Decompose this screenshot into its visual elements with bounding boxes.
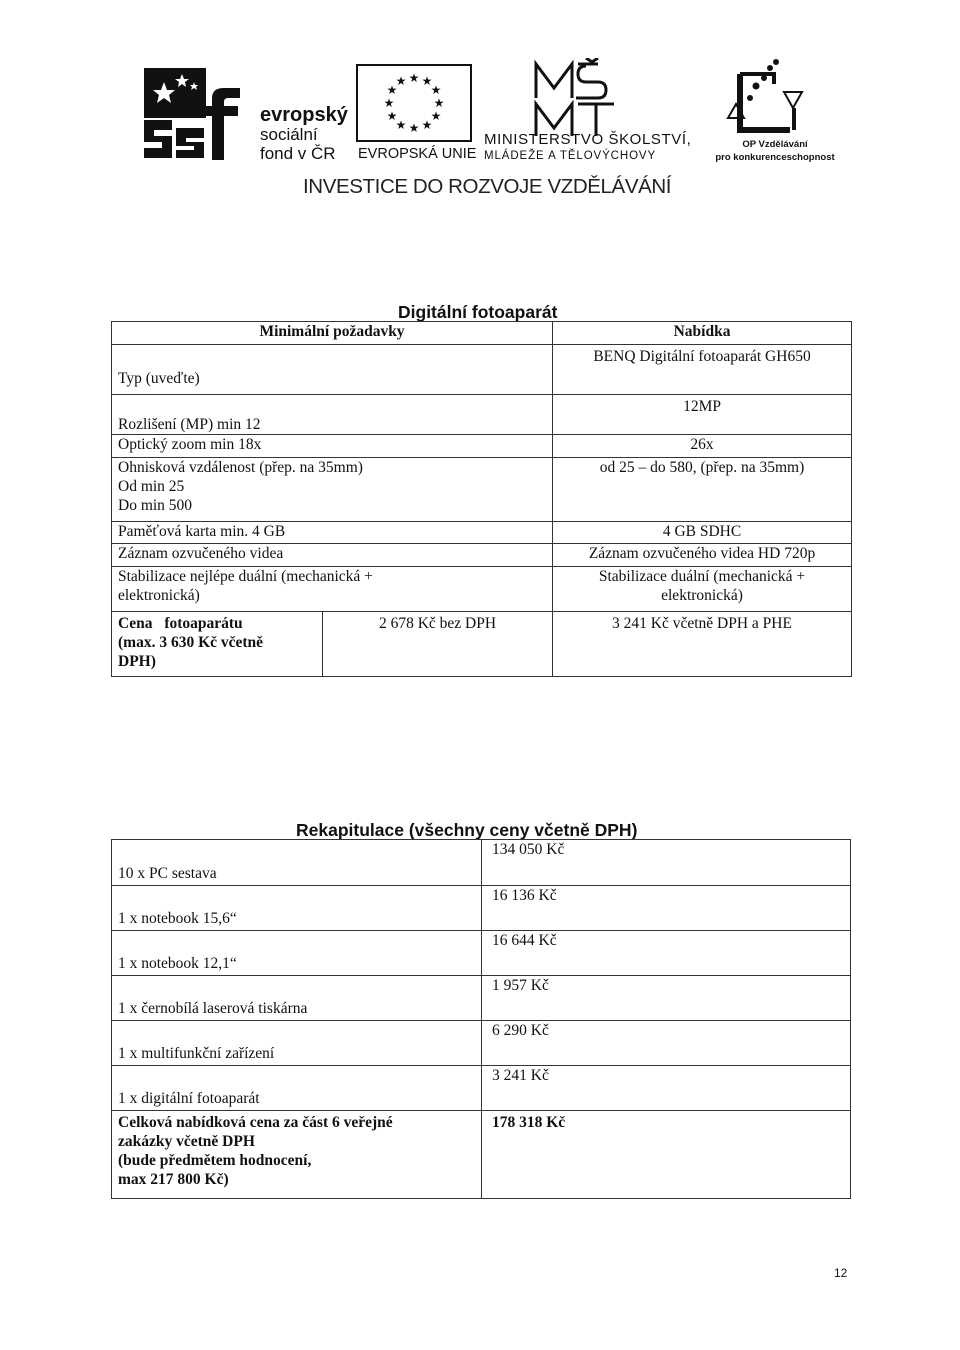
summary-price: 3 241 Kč xyxy=(482,1066,851,1111)
total-label-line-3: (bude předmětem hodnocení, xyxy=(118,1152,312,1169)
offer-type: BENQ Digitální fotoaparát GH650 xyxy=(553,345,852,395)
req-focal-line-2: Od min 25 xyxy=(118,478,185,495)
msmt-line-1: MINISTERSTVO ŠKOLSTVÍ, xyxy=(484,131,692,148)
total-label-line-2: zakázky včetně DPH xyxy=(118,1133,255,1150)
msmt-logo-text xyxy=(484,132,691,164)
summary-price: 16 136 Kč xyxy=(482,886,851,931)
offer-focal: od 25 – do 580, (přep. na 35mm) xyxy=(553,458,852,522)
summary-row xyxy=(112,1021,851,1066)
camera-row-zoom xyxy=(112,435,852,458)
price-label-line-2: (max. 3 630 Kč včetně xyxy=(118,634,264,651)
op-line-1: OP Vzdělávání xyxy=(742,139,808,150)
svg-text:★: ★ xyxy=(430,109,442,123)
summary-row xyxy=(112,1066,851,1111)
camera-row-stabilization xyxy=(112,567,852,612)
offer-stabilization xyxy=(553,567,852,612)
camera-row-type xyxy=(112,345,852,395)
page-number: 12 xyxy=(834,1266,848,1280)
summary-item: 1 x notebook 12,1“ xyxy=(112,931,482,976)
summary-price: 6 290 Kč xyxy=(482,1021,851,1066)
camera-table xyxy=(111,321,852,677)
offer-zoom: 26x xyxy=(553,435,852,458)
esf-logo-text xyxy=(260,106,348,163)
header-requirements: Minimální požadavky xyxy=(112,322,553,345)
camera-row-price xyxy=(112,612,852,677)
esf-line-1: evropský xyxy=(260,104,348,126)
req-stabilization-line-1: Stabilizace nejlépe duální (mechanická + xyxy=(118,568,373,585)
total-label-line-4: max 217 800 Kč) xyxy=(118,1171,229,1188)
svg-text:★: ★ xyxy=(421,118,433,132)
summary-total-row xyxy=(112,1111,851,1199)
svg-text:★: ★ xyxy=(433,96,445,110)
req-stabilization-line-2: elektronická) xyxy=(118,587,200,604)
req-resolution: Rozlišení (MP) min 12 xyxy=(112,395,553,435)
req-video: Záznam ozvučeného videa xyxy=(112,544,553,567)
summary-table xyxy=(111,839,851,1199)
summary-item: 1 x multifunkční zařízení xyxy=(112,1021,482,1066)
summary-item: 10 x PC sestava xyxy=(112,840,482,886)
req-memory: Paměťová karta min. 4 GB xyxy=(112,522,553,544)
esf-logo xyxy=(142,68,250,160)
summary-table-title: Rekapitulace (všechny ceny včetně DPH) xyxy=(296,820,638,840)
price-without-vat: 2 678 Kč bez DPH xyxy=(323,612,553,677)
msmt-line-2: MLÁDEŽE A TĚLOVÝCHOVY xyxy=(484,150,657,162)
svg-text:★: ★ xyxy=(408,121,420,135)
summary-row xyxy=(112,886,851,931)
req-focal-line-1: Ohnisková vzdálenost (přep. na 35mm) xyxy=(118,459,363,476)
req-type: Typ (uveďte) xyxy=(112,345,553,395)
offer-resolution: 12MP xyxy=(553,395,852,435)
summary-row xyxy=(112,976,851,1021)
svg-text:★: ★ xyxy=(395,118,407,132)
summary-item: 1 x notebook 15,6“ xyxy=(112,886,482,931)
summary-row xyxy=(112,931,851,976)
header-offer: Nabídka xyxy=(553,322,852,345)
slogan: INVESTICE DO ROZVOJE VZDĚLÁVÁNÍ xyxy=(303,175,672,198)
total-label xyxy=(112,1111,482,1199)
eu-flag-logo xyxy=(356,64,472,142)
svg-text:★: ★ xyxy=(430,83,442,97)
summary-row xyxy=(112,840,851,886)
op-logo xyxy=(726,56,808,140)
req-stabilization xyxy=(112,567,553,612)
price-with-vat: 3 241 Kč včetně DPH a PHE xyxy=(553,612,852,677)
eu-label: EVROPSKÁ UNIE xyxy=(358,146,477,162)
req-focal-line-3: Do min 500 xyxy=(118,497,193,514)
summary-price: 16 644 Kč xyxy=(482,931,851,976)
summary-item: 1 x černobílá laserová tiskárna xyxy=(112,976,482,1021)
msmt-logo xyxy=(528,58,624,140)
svg-text:★: ★ xyxy=(408,71,420,85)
op-line-2: pro konkurenceschopnost xyxy=(715,152,835,163)
offer-stabilization-line-2: elektronická) xyxy=(661,587,743,604)
esf-line-3: fond v ČR xyxy=(260,144,336,163)
total-label-line-1: Celková nabídková cena za část 6 veřejné xyxy=(118,1114,393,1131)
camera-row-resolution xyxy=(112,395,852,435)
offer-memory: 4 GB SDHC xyxy=(553,522,852,544)
camera-row-video xyxy=(112,544,852,567)
camera-row-memory xyxy=(112,522,852,544)
price-label xyxy=(112,612,323,677)
summary-price: 1 957 Kč xyxy=(482,976,851,1021)
offer-stabilization-line-1: Stabilizace duální (mechanická + xyxy=(598,568,806,585)
svg-text:★: ★ xyxy=(395,74,407,88)
camera-table-title: Digitální fotoaparát xyxy=(398,302,558,322)
offer-video: Záznam ozvučeného videa HD 720p xyxy=(553,544,852,567)
svg-text:★: ★ xyxy=(386,83,398,97)
req-zoom: Optický zoom min 18x xyxy=(112,435,553,458)
summary-item: 1 x digitální fotoaparát xyxy=(112,1066,482,1111)
price-label-line-1: Cena fotoaparátu xyxy=(118,615,243,632)
camera-header-row xyxy=(112,322,852,345)
camera-row-focal xyxy=(112,458,852,522)
svg-text:★: ★ xyxy=(383,96,395,110)
svg-text:★: ★ xyxy=(386,109,398,123)
price-label-line-3: DPH) xyxy=(118,653,156,670)
svg-text:★: ★ xyxy=(421,74,433,88)
req-focal xyxy=(112,458,553,522)
summary-price: 134 050 Kč xyxy=(482,840,851,886)
op-logo-text xyxy=(690,138,860,164)
esf-line-2: sociální xyxy=(260,125,318,144)
total-price: 178 318 Kč xyxy=(482,1111,851,1199)
